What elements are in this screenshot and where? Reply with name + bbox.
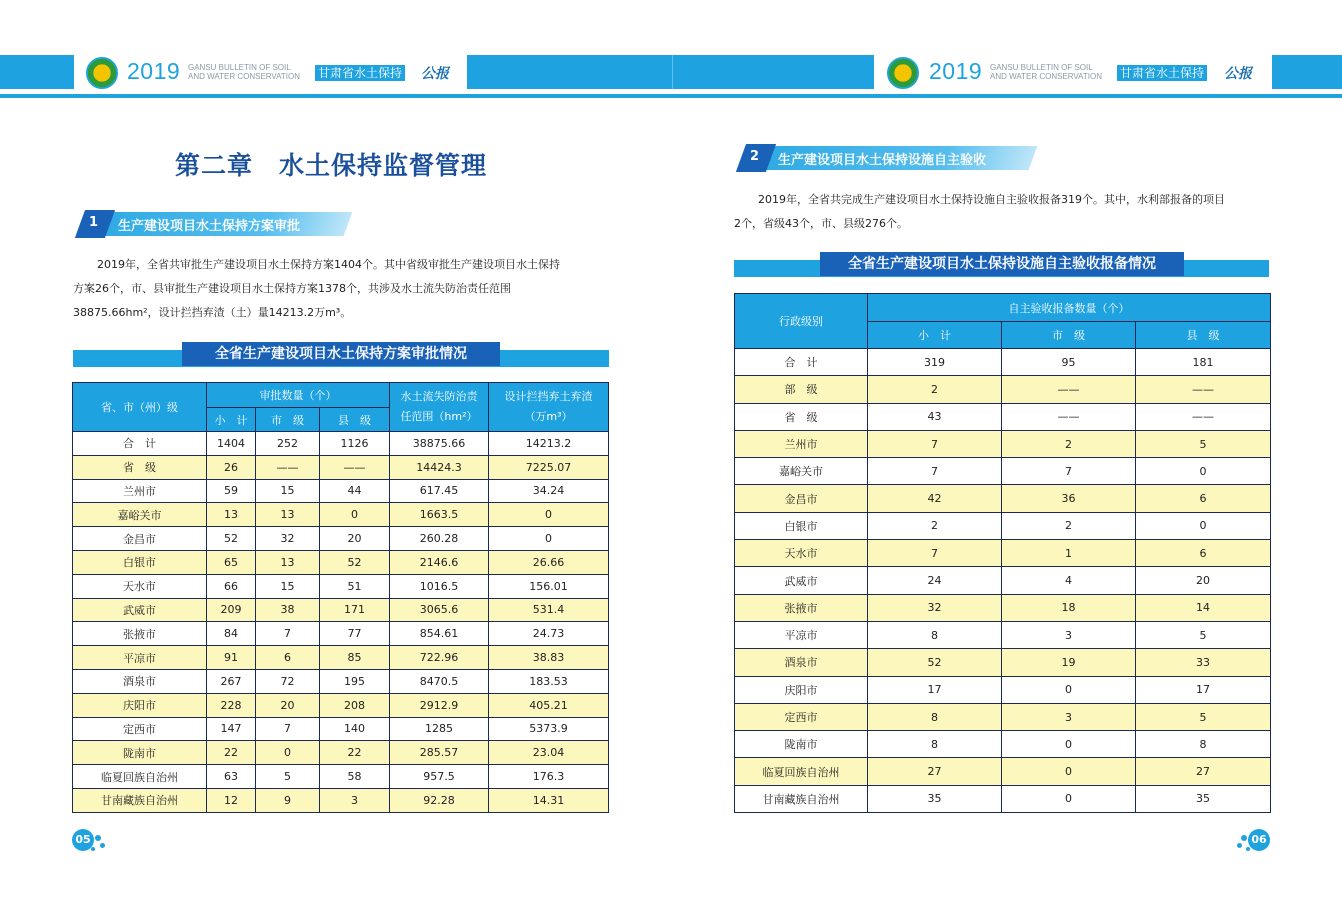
value-cell: 156.01 — [489, 574, 609, 598]
section-banner-2 — [741, 146, 1033, 170]
table-row — [73, 479, 609, 503]
row-label-cell: 天水市 — [73, 574, 207, 598]
approval-table — [72, 382, 609, 813]
value-cell: 19 — [1002, 649, 1136, 676]
header-cn-title-left: 甘肃省水土保持 — [315, 65, 405, 81]
value-cell: 38875.66 — [390, 432, 489, 456]
value-cell: 147 — [207, 717, 256, 741]
value-cell: 58 — [320, 765, 390, 789]
table-row — [73, 788, 609, 812]
value-cell: 1404 — [207, 432, 256, 456]
table-row — [735, 731, 1271, 758]
row-label-cell: 省 级 — [735, 403, 868, 430]
row-label-cell: 合 计 — [73, 432, 207, 456]
value-cell: 2 — [1002, 512, 1136, 539]
value-cell: 65 — [207, 550, 256, 574]
value-cell: 32 — [868, 594, 1002, 621]
table-row — [73, 765, 609, 789]
table-row — [735, 376, 1271, 403]
value-cell: 0 — [1002, 676, 1136, 703]
value-cell: 0 — [320, 503, 390, 527]
row-label-cell: 合 计 — [735, 349, 868, 376]
table-row — [73, 598, 609, 622]
table-row — [735, 512, 1271, 539]
value-cell: 6 — [1136, 485, 1271, 512]
value-cell: 0 — [1002, 785, 1136, 812]
value-cell: 1 — [1002, 540, 1136, 567]
value-cell: 23.04 — [489, 741, 609, 765]
header-region: 省、市（州）级 — [73, 383, 207, 432]
value-cell: 14213.2 — [489, 432, 609, 456]
value-cell: 319 — [868, 349, 1002, 376]
header-year-left: 2019 — [127, 58, 181, 84]
value-cell: 7 — [868, 458, 1002, 485]
value-cell: 2 — [868, 512, 1002, 539]
value-cell: 3 — [320, 788, 390, 812]
value-cell: 32 — [256, 527, 320, 551]
header-acceptance-count: 自主验收报备数量（个） — [868, 294, 1271, 322]
header-gongbao-left: 公报 — [421, 66, 449, 82]
value-cell: 3065.6 — [390, 598, 489, 622]
row-label-cell: 临夏回族自治州 — [73, 765, 207, 789]
value-cell: 171 — [320, 598, 390, 622]
row-label-cell: 白银市 — [73, 550, 207, 574]
table-row — [735, 594, 1271, 621]
row-label-cell: 张掖市 — [735, 594, 868, 621]
value-cell: 85 — [320, 646, 390, 670]
value-cell: —— — [1002, 403, 1136, 430]
value-cell: 34.24 — [489, 479, 609, 503]
header-bar-left — [0, 55, 74, 89]
value-cell: 38.83 — [489, 646, 609, 670]
table-row — [73, 432, 609, 456]
value-cell: 228 — [207, 693, 256, 717]
value-cell: 35 — [1136, 785, 1271, 812]
row-label-cell: 天水市 — [735, 540, 868, 567]
row-label-cell: 金昌市 — [73, 527, 207, 551]
section-title: 生产建设项目水土保持方案审批 — [118, 219, 301, 234]
value-cell: 59 — [207, 479, 256, 503]
row-label-cell: 酒泉市 — [73, 669, 207, 693]
header-subtotal-r: 小 计 — [868, 322, 1002, 349]
paragraph-left: 2019年，全省共审批生产建设项目水土保持方案1404个。其中省级审批生产建设项目水土保持 方案26个，市、县审批生产建设项目水土保持方案1378个，共涉及水土流失防治责任范围 38875.66hm²，设计拦挡弃渣（土）量14213.2万m³。 — [73, 258, 560, 319]
value-cell: 91 — [207, 646, 256, 670]
row-label-cell: 甘南藏族自治州 — [735, 785, 868, 812]
row-label-cell: 定西市 — [735, 703, 868, 730]
header-subtotal: 小 计 — [207, 408, 256, 432]
header-city-level: 市 级 — [256, 408, 320, 432]
row-label-cell: 陇南市 — [735, 731, 868, 758]
value-cell: 8470.5 — [390, 669, 489, 693]
header-approval-count: 审批数量（个） — [207, 383, 390, 408]
paragraph-right: 2019年，全省共完成生产建设项目水土保持设施自主验收报备319个。其中，水利部报备的项目 2个，省级43个，市、县级276个。 — [734, 193, 1225, 230]
value-cell: 51 — [320, 574, 390, 598]
table-row — [735, 649, 1271, 676]
value-cell: 181 — [1136, 349, 1271, 376]
value-cell: 52 — [320, 550, 390, 574]
page-number-left: 05 — [72, 829, 94, 851]
value-cell: 5373.9 — [489, 717, 609, 741]
value-cell: 22 — [207, 741, 256, 765]
section-number-2: 2 — [750, 149, 760, 164]
value-cell: 260.28 — [390, 527, 489, 551]
value-cell: 722.96 — [390, 646, 489, 670]
table-row — [735, 540, 1271, 567]
header-spoil: 设计拦挡弃土弃渣 （万m³） — [489, 383, 609, 432]
value-cell: 38 — [256, 598, 320, 622]
value-cell: 405.21 — [489, 693, 609, 717]
value-cell: 43 — [868, 403, 1002, 430]
value-cell: 52 — [207, 527, 256, 551]
header-gongbao-right: 公报 — [1224, 66, 1252, 82]
approval-table-body — [73, 432, 609, 813]
value-cell: 0 — [489, 503, 609, 527]
value-cell: 33 — [1136, 649, 1271, 676]
header-city-level-r: 市 级 — [1002, 322, 1136, 349]
page-dot-right-3 — [1246, 847, 1250, 851]
table-row — [735, 621, 1271, 648]
value-cell: 6 — [1136, 540, 1271, 567]
table-row — [735, 430, 1271, 457]
table-row — [73, 717, 609, 741]
value-cell: 9 — [256, 788, 320, 812]
header-english-right: GANSU BULLETIN OF SOIL AND WATER CONSERVATION — [990, 63, 1103, 81]
page-dot-left-3 — [91, 847, 95, 851]
value-cell: 195 — [320, 669, 390, 693]
value-cell: 267 — [207, 669, 256, 693]
table-row — [735, 758, 1271, 785]
value-cell: 26 — [207, 455, 256, 479]
value-cell: 18 — [1002, 594, 1136, 621]
value-cell: 14424.3 — [390, 455, 489, 479]
value-cell: 531.4 — [489, 598, 609, 622]
value-cell: 72 — [256, 669, 320, 693]
row-label-cell: 嘉峪关市 — [73, 503, 207, 527]
value-cell: 0 — [1002, 731, 1136, 758]
section-number: 1 — [89, 215, 99, 230]
page-dot-left-2 — [100, 843, 105, 848]
value-cell: 42 — [868, 485, 1002, 512]
acceptance-table — [734, 293, 1271, 813]
value-cell: 17 — [868, 676, 1002, 703]
header-bar-left-right — [467, 55, 672, 89]
value-cell: —— — [1136, 403, 1271, 430]
value-cell: 27 — [1136, 758, 1271, 785]
row-label-cell: 兰州市 — [735, 430, 868, 457]
value-cell: 27 — [868, 758, 1002, 785]
value-cell: 7 — [256, 622, 320, 646]
value-cell: 7225.07 — [489, 455, 609, 479]
table-row — [73, 669, 609, 693]
chapter-title: 第二章 水土保持监督管理 — [175, 151, 488, 180]
table-title-right: 全省生产建设项目水土保持设施自主验收报备情况 — [820, 252, 1184, 276]
table-row — [73, 741, 609, 765]
row-label-cell: 临夏回族自治州 — [735, 758, 868, 785]
table-row — [73, 622, 609, 646]
value-cell: 0 — [489, 527, 609, 551]
page-dot-left-1 — [95, 835, 101, 841]
value-cell: 3 — [1002, 621, 1136, 648]
value-cell: 84 — [207, 622, 256, 646]
table-title-left: 全省生产建设项目水土保持方案审批情况 — [182, 342, 500, 366]
value-cell: 252 — [256, 432, 320, 456]
header-line — [0, 94, 1342, 98]
value-cell: 20 — [256, 693, 320, 717]
header-county-level: 县 级 — [320, 408, 390, 432]
value-cell: 1663.5 — [390, 503, 489, 527]
header-county-level-r: 县 级 — [1136, 322, 1271, 349]
value-cell: 4 — [1002, 567, 1136, 594]
value-cell: 24 — [868, 567, 1002, 594]
value-cell: —— — [1136, 376, 1271, 403]
value-cell: 8 — [868, 731, 1002, 758]
value-cell: 17 — [1136, 676, 1271, 703]
header-bar-middle — [672, 55, 874, 89]
row-label-cell: 庆阳市 — [73, 693, 207, 717]
value-cell: 15 — [256, 574, 320, 598]
page-dot-right-2 — [1237, 843, 1242, 848]
row-label-cell: 张掖市 — [73, 622, 207, 646]
value-cell: 2912.9 — [390, 693, 489, 717]
value-cell: 14.31 — [489, 788, 609, 812]
value-cell: 35 — [868, 785, 1002, 812]
header-admin-level: 行政级别 — [735, 294, 868, 349]
table-row — [73, 455, 609, 479]
header-english-left: GANSU BULLETIN OF SOIL AND WATER CONSERVATION — [188, 63, 301, 81]
row-label-cell: 酒泉市 — [735, 649, 868, 676]
header-year-right: 2019 — [929, 58, 983, 84]
value-cell: 176.3 — [489, 765, 609, 789]
value-cell: —— — [1002, 376, 1136, 403]
value-cell: 22 — [320, 741, 390, 765]
table-row — [735, 676, 1271, 703]
value-cell: 92.28 — [390, 788, 489, 812]
value-cell: 1016.5 — [390, 574, 489, 598]
value-cell: —— — [320, 455, 390, 479]
value-cell: 8 — [1136, 731, 1271, 758]
table-row — [73, 550, 609, 574]
logo-emblem-right — [885, 55, 921, 91]
row-label-cell: 兰州市 — [73, 479, 207, 503]
value-cell: 7 — [256, 717, 320, 741]
row-label-cell: 武威市 — [735, 567, 868, 594]
value-cell: 8 — [868, 703, 1002, 730]
value-cell: 5 — [256, 765, 320, 789]
value-cell: 5 — [1136, 621, 1271, 648]
value-cell: 24.73 — [489, 622, 609, 646]
value-cell: 5 — [1136, 430, 1271, 457]
value-cell: 36 — [1002, 485, 1136, 512]
value-cell: 183.53 — [489, 669, 609, 693]
header-bar-right — [1272, 55, 1342, 89]
row-label-cell: 平凉市 — [73, 646, 207, 670]
value-cell: 7 — [868, 540, 1002, 567]
row-label-cell: 庆阳市 — [735, 676, 868, 703]
row-label-cell: 陇南市 — [73, 741, 207, 765]
value-cell: 14 — [1136, 594, 1271, 621]
header-cn-title-right: 甘肃省水土保持 — [1117, 65, 1207, 81]
value-cell: 20 — [1136, 567, 1271, 594]
value-cell: 77 — [320, 622, 390, 646]
value-cell: 0 — [1136, 512, 1271, 539]
value-cell: 6 — [256, 646, 320, 670]
table-row — [735, 485, 1271, 512]
table-row — [735, 349, 1271, 376]
row-label-cell: 平凉市 — [735, 621, 868, 648]
value-cell: 285.57 — [390, 741, 489, 765]
table-row — [735, 703, 1271, 730]
value-cell: 2146.6 — [390, 550, 489, 574]
value-cell: 7 — [868, 430, 1002, 457]
value-cell: 1285 — [390, 717, 489, 741]
value-cell: 20 — [320, 527, 390, 551]
value-cell: 140 — [320, 717, 390, 741]
value-cell: 7 — [1002, 458, 1136, 485]
acceptance-table-body — [735, 349, 1271, 813]
table-row — [73, 574, 609, 598]
value-cell: 854.61 — [390, 622, 489, 646]
value-cell: 95 — [1002, 349, 1136, 376]
value-cell: 44 — [320, 479, 390, 503]
value-cell: 12 — [207, 788, 256, 812]
table-row — [73, 527, 609, 551]
value-cell: 52 — [868, 649, 1002, 676]
row-label-cell: 武威市 — [73, 598, 207, 622]
page-dot-right-1 — [1241, 835, 1247, 841]
table-row — [735, 458, 1271, 485]
header-area: 水土流失防治责 任范围（hm²） — [390, 383, 489, 432]
table-row — [735, 785, 1271, 812]
row-label-cell: 部 级 — [735, 376, 868, 403]
value-cell: 0 — [256, 741, 320, 765]
value-cell: 15 — [256, 479, 320, 503]
table-row — [73, 646, 609, 670]
value-cell: 2 — [868, 376, 1002, 403]
row-label-cell: 定西市 — [73, 717, 207, 741]
value-cell: 208 — [320, 693, 390, 717]
value-cell: 8 — [868, 621, 1002, 648]
value-cell: 0 — [1136, 458, 1271, 485]
value-cell: 13 — [256, 503, 320, 527]
value-cell: 0 — [1002, 758, 1136, 785]
section-banner-1 — [80, 212, 348, 236]
table-row — [73, 503, 609, 527]
value-cell: 13 — [207, 503, 256, 527]
value-cell: 617.45 — [390, 479, 489, 503]
page-number-right: 06 — [1248, 829, 1270, 851]
table-row — [735, 567, 1271, 594]
logo-emblem-left — [84, 55, 120, 91]
row-label-cell: 嘉峪关市 — [735, 458, 868, 485]
row-label-cell: 省 级 — [73, 455, 207, 479]
row-label-cell: 白银市 — [735, 512, 868, 539]
value-cell: 63 — [207, 765, 256, 789]
table-row — [73, 693, 609, 717]
value-cell: 5 — [1136, 703, 1271, 730]
value-cell: 26.66 — [489, 550, 609, 574]
value-cell: —— — [256, 455, 320, 479]
value-cell: 2 — [1002, 430, 1136, 457]
value-cell: 3 — [1002, 703, 1136, 730]
row-label-cell: 金昌市 — [735, 485, 868, 512]
value-cell: 1126 — [320, 432, 390, 456]
value-cell: 957.5 — [390, 765, 489, 789]
value-cell: 66 — [207, 574, 256, 598]
value-cell: 209 — [207, 598, 256, 622]
row-label-cell: 甘南藏族自治州 — [73, 788, 207, 812]
section-title-2: 生产建设项目水土保持设施自主验收 — [778, 153, 987, 168]
value-cell: 13 — [256, 550, 320, 574]
table-row — [735, 403, 1271, 430]
